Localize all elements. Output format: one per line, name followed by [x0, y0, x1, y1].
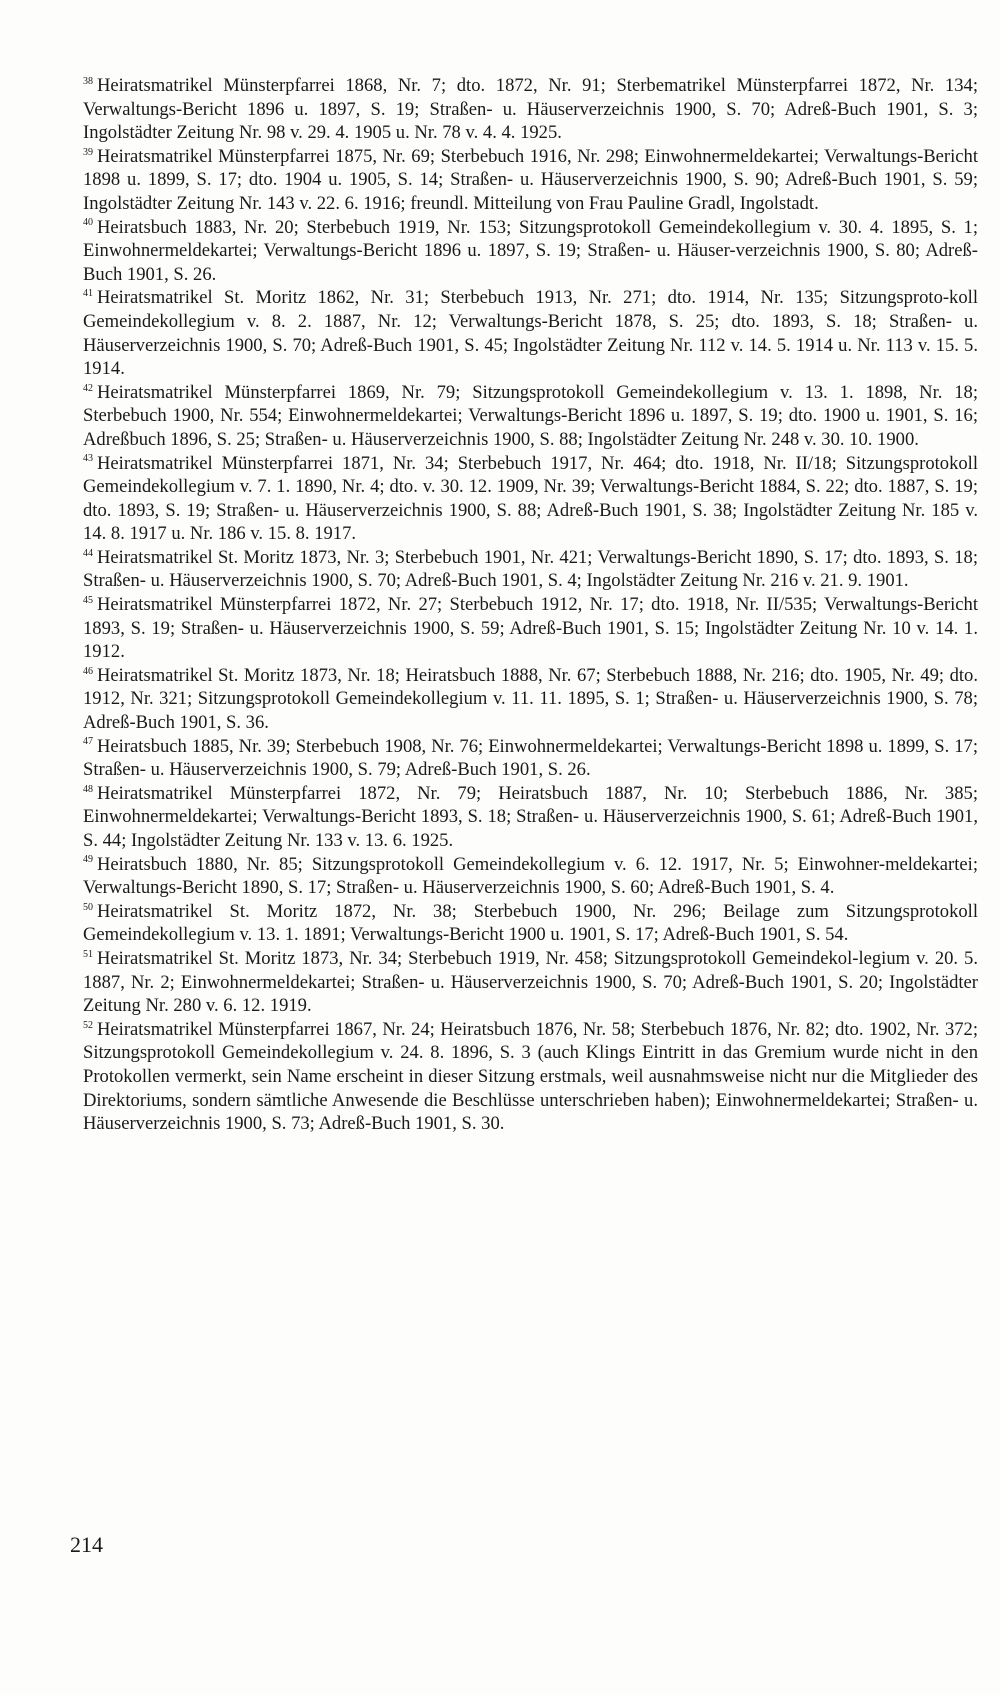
footnote	[83, 216, 978, 287]
footnote-text: Heiratsmatrikel Münsterpfarrei 1875, Nr. 69; Sterbebuch 1916, Nr. 298; Einwohnermeldekartei; Verwaltungs-Bericht 1898 u. 1899, S. 17; dto. 1904 u. 1905, S. 14; Straßen- u. Häuserverzeichnis 1900, S. 90; Adreß-Buch 1901, S. 59; Ingolstädter Zeitung Nr. 143 v. 22. 6. 1916; freundl. Mitteilung von Frau Pauline Gradl, Ingolstadt.	[83, 145, 978, 214]
footnote-number: 49	[83, 854, 93, 866]
footnote	[83, 1018, 978, 1136]
page-number: 214	[70, 1532, 103, 1557]
footnote-text: Heiratsmatrikel St. Moritz 1873, Nr. 3; Sterbebuch 1901, Nr. 421; Verwaltungs-Bericht 1890, S. 17; dto. 1893, S. 18; Straßen- u. Häuserverzeichnis 1900, S. 70; Adreß-Buch 1901, S. 4; Ingolstädter Zeitung Nr. 216 v. 21. 9. 1901.	[83, 546, 978, 592]
footnote-number: 50	[83, 901, 93, 913]
footnote-text: Heiratsmatrikel St. Moritz 1862, Nr. 31; Sterbebuch 1913, Nr. 271; dto. 1914, Nr. 135; Sitzungsproto-koll Gemeindekollegium v. 8. 2. 1887, Nr. 12; Verwaltungs-Bericht 1878, S. 25; dto. 1893, S. 18; Straßen- u. Häuserverzeichnis 1900, S. 70; Adreß-Buch 1901, S. 45; Ingolstädter Zeitung Nr. 112 v. 14. 5. 1914 u. Nr. 113 v. 15. 5. 1914.	[83, 287, 978, 380]
footnote-text: Heiratsmatrikel Münsterpfarrei 1867, Nr. 24; Heiratsbuch 1876, Nr. 58; Sterbebuch 1876, Nr. 82; dto. 1902, Nr. 372; Sitzungsprotokoll Gemeindekollegium v. 24. 8. 1896, S. 3 (auch Klings Eintritt in das Gremium wurde nicht in den Protokollen vermerkt, sein Name erscheint in dieser Sitzung erstmals, weil ausnahmsweise nicht nur die Mitglieder des Direktoriums, sondern sämtliche Anwesende die Beschlüsse unterschrieben haben); Einwohnermeldekartei; Straßen- u. Häuserverzeichnis 1900, S. 73; Adreß-Buch 1901, S. 30.	[83, 1018, 978, 1135]
footnote	[83, 782, 978, 853]
footnote-number: 48	[83, 783, 93, 795]
footnote-number: 51	[83, 948, 93, 960]
footnote-text: Heiratsmatrikel Münsterpfarrei 1872, Nr. 79; Heiratsbuch 1887, Nr. 10; Sterbebuch 1886, Nr. 385; Einwohnermeldekartei; Verwaltungs-Bericht 1893, S. 18; Straßen- u. Häuserverzeichnis 1900, S. 61; Adreß-Buch 1901, S. 44; Ingolstädter Zeitung Nr. 133 v. 13. 6. 1925.	[83, 782, 978, 851]
footnote-text: Heiratsmatrikel St. Moritz 1873, Nr. 18; Heiratsbuch 1888, Nr. 67; Sterbebuch 1888, Nr. 216; dto. 1905, Nr. 49; dto. 1912, Nr. 321; Sitzungsprotokoll Gemeindekollegium v. 11. 11. 1895, S. 1; Straßen- u. Häuserverzeichnis 1900, S. 78; Adreß-Buch 1901, S. 36.	[83, 664, 978, 734]
footnote-text: Heiratsmatrikel Münsterpfarrei 1869, Nr. 79; Sitzungsprotokoll Gemeindekollegium v. 13. 1. 1898, Nr. 18; Sterbebuch 1900, Nr. 554; Einwohnermeldekartei; Verwaltungs-Bericht 1896 u. 1897, S. 19; dto. 1900 u. 1901, S. 16; Adreßbuch 1896, S. 25; Straßen- u. Häuserverzeichnis 1900, S. 88; Ingolstädter Zeitung Nr. 248 v. 30. 10. 1900.	[83, 381, 978, 450]
footnote	[83, 286, 978, 380]
footnote	[83, 593, 978, 664]
footnote	[83, 853, 978, 900]
footnote	[83, 735, 978, 782]
footnote-number: 45	[83, 594, 93, 606]
footnote	[83, 900, 978, 947]
footnote-text: Heiratsmatrikel Münsterpfarrei 1868, Nr. 7; dto. 1872, Nr. 91; Sterbematrikel Münsterpfarrei 1872, Nr. 134; Verwaltungs-Bericht 1896 u. 1897, S. 19; Straßen- u. Häuserverzeichnis 1900, S. 70; Adreß-Buch 1901, S. 3; Ingolstädter Zeitung Nr. 98 v. 29. 4. 1905 u. Nr. 78 v. 4. 4. 1925.	[83, 75, 978, 144]
footnote	[83, 947, 978, 1018]
footnote-text: Heiratsmatrikel St. Moritz 1873, Nr. 34; Sterbebuch 1919, Nr. 458; Sitzungsprotokoll Gemeindekol-legium v. 20. 5. 1887, Nr. 2; Einwohnermeldekartei; Straßen- u. Häuserverzeichnis 1900, S. 70; Adreß-Buch 1901, S. 20; Ingolstädter Zeitung Nr. 280 v. 6. 12. 1919.	[83, 947, 978, 1017]
footnote-number: 41	[83, 288, 93, 300]
footnote	[83, 452, 978, 546]
footnotes-block	[83, 74, 978, 1136]
footnote-number: 46	[83, 665, 93, 677]
footnote-number: 38	[83, 75, 93, 87]
footnote-text: Heiratsmatrikel Münsterpfarrei 1871, Nr. 34; Sterbebuch 1917, Nr. 464; dto. 1918, Nr. II/18; Sitzungsprotokoll Gemeindekollegium v. 7. 1. 1890, Nr. 4; dto. v. 30. 12. 1909, Nr. 39; Verwaltungs-Bericht 1884, S. 22; dto. 1887, S. 19; dto. 1893, S. 19; Straßen- u. Häuserverzeichnis 1900, S. 88; Adreß-Buch 1901, S. 38; Ingolstädter Zeitung Nr. 185 v. 14. 8. 1917 u. Nr. 186 v. 15. 8. 1917.	[83, 452, 978, 545]
footnote-number: 39	[83, 146, 93, 158]
footnote-number: 44	[83, 547, 93, 559]
footnote-number: 43	[83, 453, 93, 465]
footnote-text: Heiratsbuch 1880, Nr. 85; Sitzungsprotokoll Gemeindekollegium v. 6. 12. 1917, Nr. 5; Einwohner-meldekartei; Verwaltungs-Bericht 1890, S. 17; Straßen- u. Häuserverzeichnis 1900, S. 60; Adreß-Buch 1901, S. 4.	[83, 853, 978, 899]
footnote-text: Heiratsmatrikel Münsterpfarrei 1872, Nr. 27; Sterbebuch 1912, Nr. 17; dto. 1918, Nr. II/535; Verwaltungs-Bericht 1893, S. 19; Straßen- u. Häuserverzeichnis 1900, S. 59; Adreß-Buch 1901, S. 15; Ingolstädter Zeitung Nr. 10 v. 14. 1. 1912.	[83, 594, 978, 663]
footnote	[83, 664, 978, 735]
footnote-number: 47	[83, 736, 93, 748]
footnote	[83, 74, 978, 145]
footnote-number: 40	[83, 217, 93, 229]
footnote-number: 42	[83, 382, 93, 394]
footnote	[83, 546, 978, 593]
footnote-text: Heiratsbuch 1885, Nr. 39; Sterbebuch 1908, Nr. 76; Einwohnermeldekartei; Verwaltungs-Bericht 1898 u. 1899, S. 17; Straßen- u. Häuserverzeichnis 1900, S. 79; Adreß-Buch 1901, S. 26.	[83, 735, 978, 781]
footnote-number: 52	[83, 1019, 93, 1031]
footnote-text: Heiratsmatrikel St. Moritz 1872, Nr. 38; Sterbebuch 1900, Nr. 296; Beilage zum Sitzungsprotokoll Gemeindekollegium v. 13. 1. 1891; Verwaltungs-Bericht 1900 u. 1901, S. 17; Adreß-Buch 1901, S. 54.	[83, 900, 978, 946]
footnote-text: Heiratsbuch 1883, Nr. 20; Sterbebuch 1919, Nr. 153; Sitzungsprotokoll Gemeindekollegium v. 30. 4. 1895, S. 1; Einwohnermeldekartei; Verwaltungs-Bericht 1896 u. 1897, S. 19; Straßen- u. Häuser-verzeichnis 1900, S. 80; Adreß-Buch 1901, S. 26.	[83, 216, 978, 285]
footnote	[83, 381, 978, 452]
footnote	[83, 145, 978, 216]
